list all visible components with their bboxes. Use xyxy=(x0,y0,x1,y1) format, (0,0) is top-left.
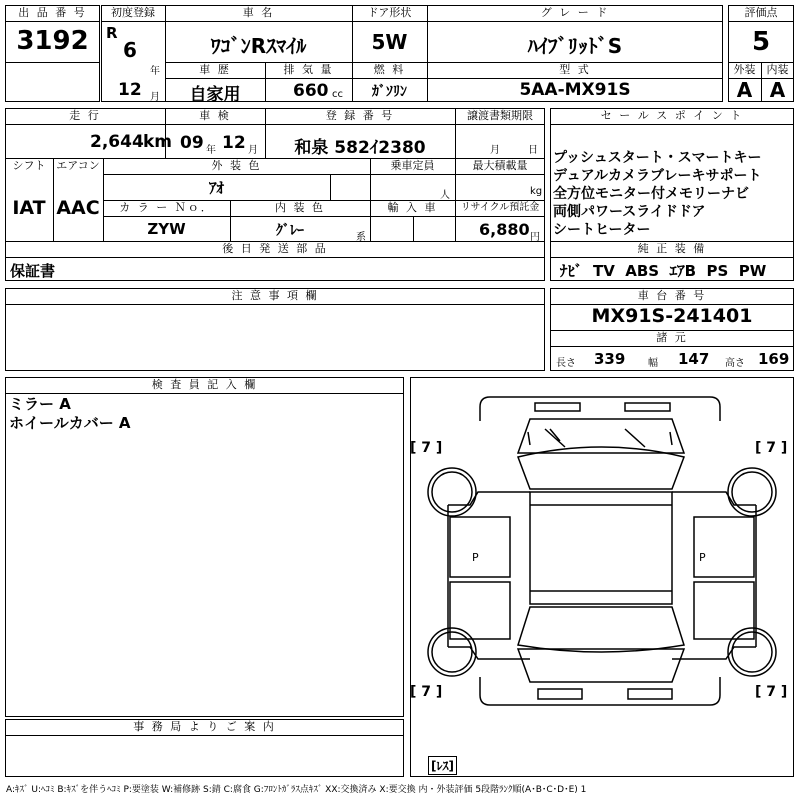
tire-rear-left xyxy=(428,628,476,676)
spare-tire-rating: [ﾚｽ] xyxy=(428,756,457,775)
transfer-day-unit: 日 xyxy=(528,145,538,156)
selling-point: 両側パワースライドドア xyxy=(553,204,706,220)
fuel-value: ｶﾞｿﾘﾝ xyxy=(372,84,407,100)
era-value: R xyxy=(106,24,118,42)
front-bumper xyxy=(480,397,720,421)
inspector-header: 検 査 員 記 入 欄 xyxy=(151,378,258,391)
door-mark-left: P xyxy=(472,551,479,564)
inspector-notes xyxy=(9,395,131,433)
shift-header: シフト xyxy=(12,159,46,172)
ext-color-header: 外 装 色 xyxy=(211,159,262,172)
shift-value: IAT xyxy=(12,197,46,219)
rating-header: 評価点 xyxy=(744,6,778,19)
year-unit: 年 xyxy=(150,66,160,77)
insp-month-value: 12 xyxy=(222,133,246,153)
caution-header: 注 意 事 項 欄 xyxy=(231,289,319,302)
delivery-value: 保証書 xyxy=(10,262,56,280)
selling-header: セ ー ル ス ポ イ ン ト xyxy=(600,109,744,122)
displacement-header: 排 気 量 xyxy=(283,63,334,76)
recycle-header: リサイクル預託金 xyxy=(460,202,540,213)
mileage-header: 走 行 xyxy=(69,109,101,122)
selling-point: シートヒーター xyxy=(553,222,651,238)
transfer-month-unit: 月 xyxy=(490,145,500,156)
displacement-unit: cc xyxy=(332,89,343,100)
equipment-item: PS xyxy=(706,262,729,280)
equipment-item: ABS xyxy=(625,262,660,280)
rear-bumper xyxy=(480,677,720,705)
load-header: 最大積載量 xyxy=(472,159,528,172)
history-header: 車 歴 xyxy=(199,63,231,76)
fuel-header: 燃 料 xyxy=(373,63,406,76)
door-mark-right: P xyxy=(699,551,706,564)
delivery-header: 後 日 発 送 部 品 xyxy=(222,242,328,255)
tire-fr-rating: [ 7 ] xyxy=(755,440,788,456)
mileage-unit: km xyxy=(143,132,173,152)
chassis-value: MX91S-241401 xyxy=(591,305,753,327)
color-no-header: カ ラ ー Ｎｏ． xyxy=(119,201,214,214)
lot-no-header: 出 品 番 号 xyxy=(18,6,87,19)
equipment-item: ｴｱB xyxy=(669,262,697,280)
insp-year-value: 09 xyxy=(180,133,204,153)
front-plate-2 xyxy=(625,403,670,411)
tire-front-left xyxy=(428,468,476,516)
selling-point: 全方位モニター付メモリーナビ xyxy=(553,186,749,202)
car-name-value: ﾜｺﾞﾝRｽﾏｲﾙ xyxy=(210,34,307,58)
model-code-header: 型 式 xyxy=(559,63,591,76)
color-no-value: ZYW xyxy=(147,220,186,238)
tire-fl-rating: [ 7 ] xyxy=(410,440,443,456)
exterior-value: A xyxy=(736,78,753,102)
rear-window xyxy=(518,607,684,652)
front-plate xyxy=(535,403,580,411)
month-value: 12 xyxy=(118,80,142,100)
rear-plate-2 xyxy=(628,689,672,699)
car-name-header: 車 名 xyxy=(242,6,275,19)
insp-year-unit: 年 xyxy=(206,145,216,156)
capacity-unit: 人 xyxy=(440,190,450,201)
interior-header: 内装 xyxy=(766,63,789,76)
int-color-unit: 系 xyxy=(356,232,366,243)
model-code-value: 5AA-MX91S xyxy=(519,80,631,100)
int-color-value: ｸﾞﾚｰ xyxy=(276,223,304,239)
first-reg-header: 初度登録 xyxy=(111,6,155,19)
dims-header: 諸 元 xyxy=(656,331,688,344)
year-value: 6 xyxy=(123,38,137,62)
door-value: 5W xyxy=(371,30,408,54)
tire-front-right xyxy=(728,468,776,516)
selling-point: デュアルカメラブレーキサポート xyxy=(553,168,762,184)
aircon-header: エアコン xyxy=(56,159,100,172)
height-value: 169 xyxy=(758,350,790,368)
displacement-value: 660 xyxy=(293,81,329,101)
inspector-note: ホイールカバー A xyxy=(9,414,131,432)
history-value: 自家用 xyxy=(189,85,241,105)
recycle-unit: 円 xyxy=(530,232,540,243)
legend-footer: A:ｷｽﾞ U:ﾍｺﾐ B:ｷｽﾞを伴うﾍｺﾐ P:要塗装 W:補修跡 S:錆 C:腐食 G:ﾌﾛﾝﾄｶﾞﾗｽ点ｷｽﾞ XX:交換済み X:要交換 内・外装評価 5段階ﾗﾝｸ順(A･B･C･D･E) 1 xyxy=(6,785,587,795)
grade-value: ﾊｲﾌﾞﾘｯﾄﾞS xyxy=(527,34,623,58)
capacity-header: 乗車定員 xyxy=(390,159,435,172)
length-label: 長さ xyxy=(556,358,576,369)
chassis-header: 車 台 番 号 xyxy=(637,289,707,302)
tire-rr-rating: [ 7 ] xyxy=(755,684,788,700)
reg-no-value: 和泉 582ｲ2380 xyxy=(294,138,426,158)
load-unit: kg xyxy=(530,186,543,197)
int-color-header: 内 装 色 xyxy=(275,201,325,214)
equipment-header: 純 正 装 備 xyxy=(637,242,707,255)
equipment-list xyxy=(560,260,766,281)
exterior-header: 外装 xyxy=(733,63,756,76)
import-header: 輸 入 車 xyxy=(387,201,438,214)
height-label: 高さ xyxy=(725,358,745,369)
office-header: 事 務 局 よ り ご 案 内 xyxy=(133,720,276,733)
ext-color-value: ｱｵ xyxy=(208,179,224,197)
insp-month-unit: 月 xyxy=(248,145,258,156)
selling-list xyxy=(553,148,793,241)
inspector-note: ミラー A xyxy=(9,395,71,413)
interior-value: A xyxy=(769,78,786,102)
back-door xyxy=(518,649,684,682)
transfer-header: 譲渡書類期限 xyxy=(467,109,533,122)
lot-no-value: 3192 xyxy=(16,26,89,56)
grade-header: グ レ ー ド xyxy=(540,6,610,19)
inspection-header: 車 検 xyxy=(199,109,231,122)
tire-rl-rating: [ 7 ] xyxy=(410,684,443,700)
roof xyxy=(530,492,672,604)
aircon-value: AAC xyxy=(56,197,100,219)
reg-no-header: 登 録 番 号 xyxy=(325,109,395,122)
rear-plate xyxy=(538,689,582,699)
mileage-value: 2,644 xyxy=(90,132,144,152)
equipment-item: TV xyxy=(592,262,615,280)
car-diagram xyxy=(410,377,794,777)
equipment-item: ﾅﾋﾞ xyxy=(560,262,583,280)
width-value: 147 xyxy=(678,350,710,368)
width-label: 幅 xyxy=(648,358,658,369)
tire-rear-right xyxy=(728,628,776,676)
door-header: ドア形状 xyxy=(367,6,412,19)
length-value: 339 xyxy=(594,350,626,368)
rating-value: 5 xyxy=(751,27,771,57)
recycle-value: 6,880 xyxy=(479,220,530,239)
equipment-item: PW xyxy=(738,262,767,280)
hood xyxy=(518,419,684,453)
selling-point: プッシュスタート・スマートキー xyxy=(553,150,762,166)
month-unit: 月 xyxy=(150,92,160,103)
